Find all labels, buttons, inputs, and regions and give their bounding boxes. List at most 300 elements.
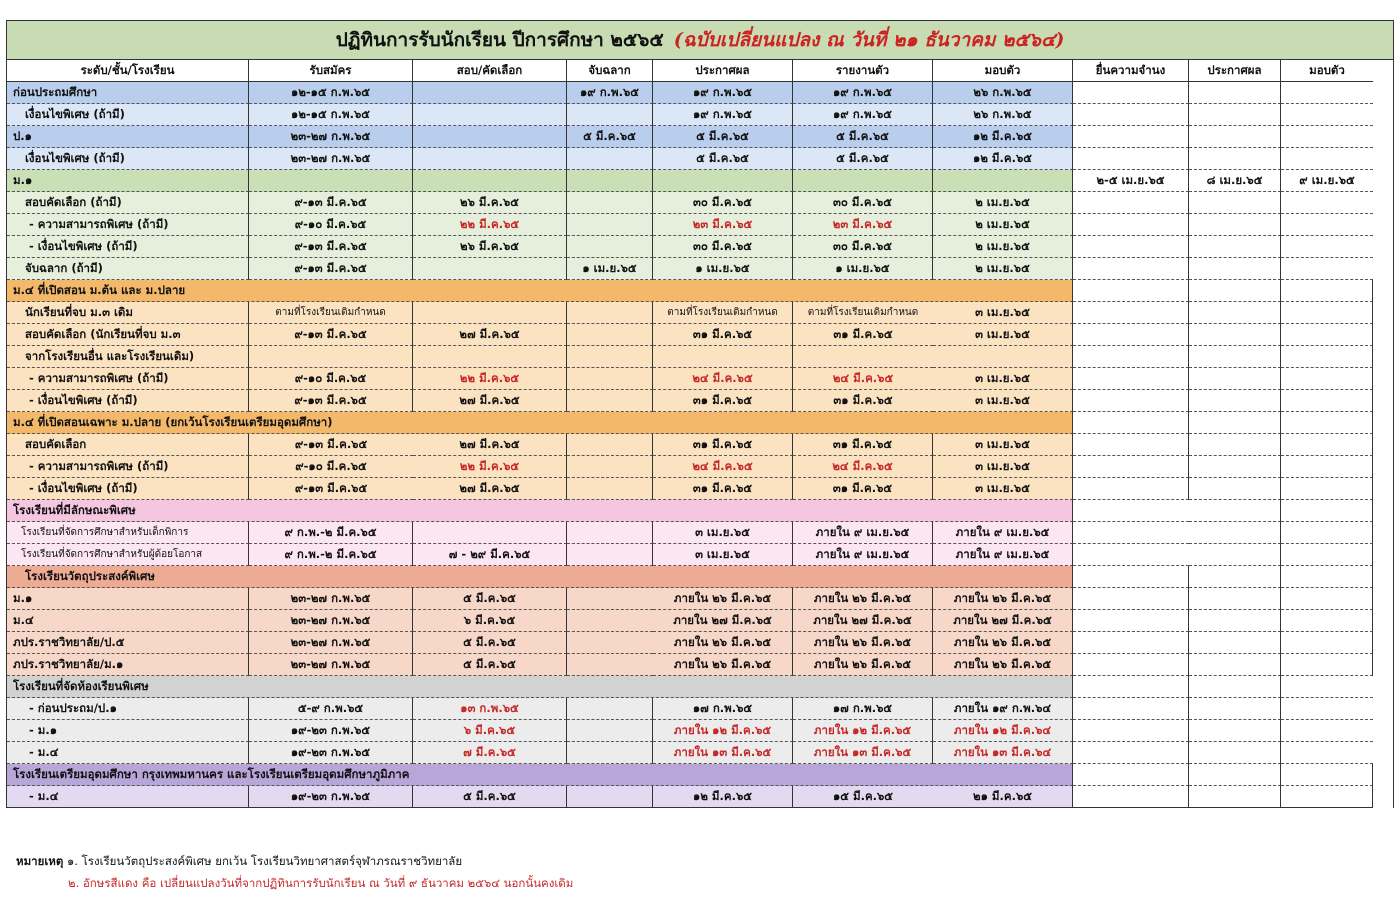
table-cell [1073, 434, 1189, 456]
table-cell [567, 544, 653, 566]
table-cell: ๒๖ มี.ค.๖๕ [413, 236, 567, 258]
table-cell: ภายใน ๒๖ มี.ค.๖๕ [793, 588, 933, 610]
table-cell: ๙-๑๓ มี.ค.๖๕ [249, 324, 413, 346]
table-cell: ๒-๕ เม.ย.๖๕ [1073, 170, 1189, 192]
table-cell: ๕ มี.ค.๖๕ [413, 588, 567, 610]
table-cell: ๒๔ มี.ค.๖๕ [653, 368, 793, 390]
table-cell: ๒๓-๒๗ ก.พ.๖๕ [249, 632, 413, 654]
table-cell: ๖ มี.ค.๖๕ [413, 720, 567, 742]
table-cell: ๑ เม.ย.๖๕ [653, 258, 793, 280]
table-cell [1281, 148, 1373, 170]
table-cell [793, 170, 933, 192]
table-cell: ๓๐ มี.ค.๖๕ [793, 236, 933, 258]
table-cell: ๒๓-๒๗ ก.พ.๖๕ [249, 654, 413, 676]
table-cell [1073, 346, 1189, 368]
table-cell [567, 214, 653, 236]
table-cell: ๓ เม.ย.๖๕ [933, 368, 1073, 390]
row-label: - ม.๑ [7, 720, 249, 742]
table-cell: ๑๓ ก.พ.๖๕ [413, 698, 567, 720]
table-cell [413, 346, 567, 368]
section-header: โรงเรียนที่มีลักษณะพิเศษ [7, 500, 1073, 522]
empty-cell [1073, 500, 1189, 522]
row-label: โรงเรียนที่จัดการศึกษาสำหรับผู้ด้อยโอกาส [7, 544, 249, 566]
note-2: ๒. อักษรสีแดง คือ เปลี่ยนแปลงวันที่จากปฏิทินการรับนักเรียน ณ วันที่ ๙ ธันวาคม ๒๕๖๔ นอกนั้นคงเดิม [68, 876, 574, 890]
empty-cell [1281, 566, 1373, 588]
empty-cell [1189, 676, 1281, 698]
table-cell [1073, 258, 1189, 280]
table-cell: ๒๓-๒๗ ก.พ.๖๕ [249, 126, 413, 148]
table-cell: ๑๒-๑๕ ก.พ.๖๕ [249, 82, 413, 104]
table-cell [1073, 478, 1189, 500]
table-cell: ๙ ก.พ.-๒ มี.ค.๖๕ [249, 522, 413, 544]
table-cell: ๙-๑๐ มี.ค.๖๕ [249, 456, 413, 478]
table-cell: ตามที่โรงเรียนเดิมกำหนด [249, 302, 413, 324]
table-cell [567, 742, 653, 764]
table-cell [413, 302, 567, 324]
table-cell [1073, 786, 1189, 808]
table-cell: ๓๑ มี.ค.๖๕ [653, 478, 793, 500]
table-cell [567, 104, 653, 126]
column-header: ยื่นความจำนง [1073, 60, 1189, 82]
table-cell [1073, 654, 1189, 676]
table-cell [933, 346, 1073, 368]
table-cell [567, 478, 653, 500]
table-cell: ภายใน ๙ เม.ย.๖๕ [793, 522, 933, 544]
row-label: ก่อนประถมศึกษา [7, 82, 249, 104]
table-cell: ภายใน ๒๗ มี.ค.๖๕ [933, 610, 1073, 632]
table-cell [1281, 390, 1373, 412]
table-cell: ๙ เม.ย.๖๕ [1281, 170, 1373, 192]
table-cell: ตามที่โรงเรียนเดิมกำหนด [793, 302, 933, 324]
table-cell [1281, 456, 1373, 478]
row-label: เงื่อนไขพิเศษ (ถ้ามี) [7, 148, 249, 170]
table-cell: ๒๔ มี.ค.๖๕ [793, 368, 933, 390]
row-label: สอบคัดเลือก (ถ้ามี) [7, 192, 249, 214]
table-cell [1189, 390, 1281, 412]
table-cell: ภายใน ๑๓ มี.ค.๖๔ [933, 742, 1073, 764]
empty-cell [1073, 764, 1189, 786]
table-cell: ๒๗ มี.ค.๖๕ [413, 324, 567, 346]
table-cell: ๓ เม.ย.๖๕ [933, 302, 1073, 324]
table-cell [1281, 192, 1373, 214]
table-cell [1281, 368, 1373, 390]
table-cell [1073, 148, 1189, 170]
row-label: จับฉลาก (ถ้ามี) [7, 258, 249, 280]
table-cell [567, 654, 653, 676]
table-cell: ๑๗ ก.พ.๖๕ [793, 698, 933, 720]
table-cell: ๑๙-๒๓ ก.พ.๖๕ [249, 742, 413, 764]
table-cell [1189, 258, 1281, 280]
table-cell: ๒๓-๒๗ ก.พ.๖๕ [249, 588, 413, 610]
row-label: - ความสามารถพิเศษ (ถ้ามี) [7, 214, 249, 236]
table-cell [567, 346, 653, 368]
empty-cell [1073, 280, 1189, 302]
table-cell: ๒๒ มี.ค.๖๕ [413, 368, 567, 390]
table-cell [567, 522, 653, 544]
table-cell [413, 258, 567, 280]
table-cell [1189, 544, 1281, 566]
table-cell: ๑ เม.ย.๖๕ [793, 258, 933, 280]
schedule-table [6, 60, 1394, 808]
table-cell [1189, 654, 1281, 676]
empty-cell [1281, 280, 1373, 302]
table-cell: ภายใน ๑๙ ก.พ.๖๔ [933, 698, 1073, 720]
table-cell [567, 456, 653, 478]
table-cell [1281, 478, 1373, 500]
column-header: จับฉลาก [567, 60, 653, 82]
section-header: ม.๔ ที่เปิดสอน ม.ต้น และ ม.ปลาย [7, 280, 1073, 302]
notes-label: หมายเหตุ [16, 854, 64, 868]
table-cell: ๒๔ มี.ค.๖๕ [793, 456, 933, 478]
table-cell [1073, 126, 1189, 148]
table-cell: ๙-๑๐ มี.ค.๖๕ [249, 368, 413, 390]
table-cell: ๑๒ มี.ค.๖๕ [933, 126, 1073, 148]
table-cell: ๑๙-๒๓ ก.พ.๖๕ [249, 720, 413, 742]
table-cell [1281, 82, 1373, 104]
section-header: โรงเรียนวัตถุประสงค์พิเศษ [7, 566, 1073, 588]
table-cell: ๑๙ ก.พ.๖๕ [653, 104, 793, 126]
table-cell: ๓ เม.ย.๖๕ [653, 544, 793, 566]
table-cell: ๑ เม.ย.๖๕ [567, 258, 653, 280]
table-cell [249, 170, 413, 192]
column-header: ประกาศผล [1189, 60, 1281, 82]
table-cell [1281, 654, 1373, 676]
table-cell [1189, 434, 1281, 456]
table-cell [1281, 632, 1373, 654]
table-cell [653, 346, 793, 368]
empty-cell [1281, 764, 1373, 786]
table-cell: ๙-๑๓ มี.ค.๖๕ [249, 258, 413, 280]
table-cell: ๒๗ มี.ค.๖๕ [413, 390, 567, 412]
empty-cell [1189, 764, 1281, 786]
table-cell [1189, 698, 1281, 720]
table-cell: ๕ มี.ค.๖๕ [567, 126, 653, 148]
table-cell: ๕ มี.ค.๖๕ [793, 148, 933, 170]
table-cell: ๑๙ ก.พ.๖๕ [793, 104, 933, 126]
table-cell [1189, 742, 1281, 764]
table-cell [1189, 192, 1281, 214]
table-cell: ๕ มี.ค.๖๕ [413, 654, 567, 676]
table-cell: ๕ มี.ค.๖๕ [793, 126, 933, 148]
table-cell [413, 170, 567, 192]
table-cell [567, 148, 653, 170]
table-cell: ๓ เม.ย.๖๕ [933, 456, 1073, 478]
column-header: รับสมัคร [249, 60, 413, 82]
table-cell [1073, 456, 1189, 478]
empty-cell [1281, 500, 1373, 522]
empty-cell [1073, 566, 1189, 588]
table-cell: ๓ เม.ย.๖๕ [933, 478, 1073, 500]
table-cell [567, 588, 653, 610]
table-cell [1073, 632, 1189, 654]
row-label: สอบคัดเลือก [7, 434, 249, 456]
table-cell [1281, 214, 1373, 236]
table-cell [1281, 742, 1373, 764]
table-cell: ภายใน ๒๖ มี.ค.๖๕ [793, 654, 933, 676]
table-cell [1189, 632, 1281, 654]
table-cell: ภายใน ๑๒ มี.ค.๖๔ [933, 720, 1073, 742]
table-cell: ๙-๑๓ มี.ค.๖๕ [249, 434, 413, 456]
table-cell: ตามที่โรงเรียนเดิมกำหนด [653, 302, 793, 324]
table-cell [1073, 82, 1189, 104]
table-cell [1073, 720, 1189, 742]
table-cell: ๙-๑๓ มี.ค.๖๕ [249, 390, 413, 412]
table-cell: ๑๒-๑๕ ก.พ.๖๕ [249, 104, 413, 126]
table-cell: ๙-๑๓ มี.ค.๖๕ [249, 478, 413, 500]
table-cell: ๑๙ ก.พ.๖๕ [793, 82, 933, 104]
table-cell [1281, 302, 1373, 324]
column-header: รายงานตัว [793, 60, 933, 82]
table-cell [1073, 368, 1189, 390]
table-cell [1189, 302, 1281, 324]
table-cell: ภายใน ๒๖ มี.ค.๖๕ [933, 632, 1073, 654]
column-header: สอบ/คัดเลือก [413, 60, 567, 82]
table-cell [1189, 82, 1281, 104]
row-label: นักเรียนที่จบ ม.๓ เดิม [7, 302, 249, 324]
table-cell [413, 126, 567, 148]
table-cell: ๙-๑๓ มี.ค.๖๕ [249, 192, 413, 214]
table-cell [1189, 786, 1281, 808]
table-cell: ภายใน ๒๖ มี.ค.๖๕ [793, 632, 933, 654]
row-label: - ก่อนประถม/ป.๑ [7, 698, 249, 720]
column-header: ประกาศผล [653, 60, 793, 82]
table-cell: ๕ มี.ค.๖๕ [413, 786, 567, 808]
table-cell [567, 236, 653, 258]
table-cell [1073, 544, 1189, 566]
table-cell: ๙ ก.พ.-๒ มี.ค.๖๕ [249, 544, 413, 566]
table-cell [1281, 324, 1373, 346]
table-cell: ภายใน ๙ เม.ย.๖๕ [933, 522, 1073, 544]
table-cell [1073, 390, 1189, 412]
table-cell: ๒๗ มี.ค.๖๕ [413, 434, 567, 456]
table-cell: ๒๓ มี.ค.๖๕ [653, 214, 793, 236]
table-cell [567, 324, 653, 346]
table-cell [567, 434, 653, 456]
section-header: โรงเรียนที่จัดห้องเรียนพิเศษ [7, 676, 1073, 698]
table-cell [1189, 236, 1281, 258]
table-cell: ๒๖ มี.ค.๖๕ [413, 192, 567, 214]
table-cell [1073, 214, 1189, 236]
table-cell: ๒๔ มี.ค.๖๕ [653, 456, 793, 478]
table-cell [1073, 610, 1189, 632]
table-cell: ๒ เม.ย.๖๕ [933, 236, 1073, 258]
table-cell [567, 170, 653, 192]
table-cell [1189, 214, 1281, 236]
row-label: ม.๑ [7, 588, 249, 610]
table-cell: ภายใน ๒๗ มี.ค.๖๕ [653, 610, 793, 632]
column-header: มอบตัว [933, 60, 1073, 82]
table-cell: ๕ มี.ค.๖๕ [653, 148, 793, 170]
title-main: ปฏิทินการรับนักเรียน ปีการศึกษา ๒๕๖๕ [335, 29, 664, 51]
table-cell: ๑๗ ก.พ.๖๕ [653, 698, 793, 720]
table-cell: ๓๑ มี.ค.๖๕ [653, 390, 793, 412]
table-cell: ๕ มี.ค.๖๕ [653, 126, 793, 148]
table-cell: ภายใน ๑๒ มี.ค.๖๕ [653, 720, 793, 742]
row-label: - ม.๔ [7, 786, 249, 808]
table-cell [653, 170, 793, 192]
table-cell: ๓๑ มี.ค.๖๕ [793, 434, 933, 456]
table-cell: ๒ เม.ย.๖๕ [933, 192, 1073, 214]
table-cell [1189, 368, 1281, 390]
column-header: ระดับ/ชั้น/โรงเรียน [7, 60, 249, 82]
table-cell [1189, 126, 1281, 148]
table-cell [1073, 742, 1189, 764]
row-label: ภปร.ราชวิทยาลัย/ป.๕ [7, 632, 249, 654]
table-cell: ๓๑ มี.ค.๖๕ [653, 324, 793, 346]
table-cell: ภายใน ๒๖ มี.ค.๖๕ [933, 654, 1073, 676]
table-cell: ๒ เม.ย.๖๕ [933, 258, 1073, 280]
note-1 [16, 850, 573, 872]
table-cell [567, 720, 653, 742]
table-cell [1189, 478, 1281, 500]
table-cell [1281, 786, 1373, 808]
table-cell: ๓๑ มี.ค.๖๕ [653, 434, 793, 456]
empty-cell [1189, 280, 1281, 302]
table-cell [1281, 588, 1373, 610]
row-label: โรงเรียนที่จัดการศึกษาสำหรับเด็กพิการ [7, 522, 249, 544]
table-cell [567, 698, 653, 720]
table-cell: ๙-๑๓ มี.ค.๖๕ [249, 236, 413, 258]
table-cell [1281, 236, 1373, 258]
table-cell: ๕-๙ ก.พ.๖๕ [249, 698, 413, 720]
table-cell [1073, 522, 1189, 544]
table-cell: ๑๙ ก.พ.๖๕ [567, 82, 653, 104]
row-label: - ความสามารถพิเศษ (ถ้ามี) [7, 368, 249, 390]
table-cell [1281, 698, 1373, 720]
table-cell: ๒ เม.ย.๖๕ [933, 214, 1073, 236]
table-cell: ๑๙ ก.พ.๖๕ [653, 82, 793, 104]
table-cell [567, 610, 653, 632]
table-cell: ๒๒ มี.ค.๖๕ [413, 456, 567, 478]
table-cell: ๒๓-๒๗ ก.พ.๖๕ [249, 610, 413, 632]
table-cell [567, 786, 653, 808]
table-cell: ๒๖ ก.พ.๖๕ [933, 104, 1073, 126]
row-label: เงื่อนไขพิเศษ (ถ้ามี) [7, 104, 249, 126]
table-cell [567, 192, 653, 214]
table-cell [1189, 456, 1281, 478]
table-cell [1281, 720, 1373, 742]
row-label: จากโรงเรียนอื่น และโรงเรียนเดิม) [7, 346, 249, 368]
table-cell [1073, 104, 1189, 126]
table-cell: ๓ เม.ย.๖๕ [933, 324, 1073, 346]
empty-cell [1189, 566, 1281, 588]
title-revision: (ฉบับเปลี่ยนแปลง ณ วันที่ ๒๑ ธันวาคม ๒๕๖๔) [673, 29, 1065, 51]
table-cell: ๓๑ มี.ค.๖๕ [793, 390, 933, 412]
table-cell: ๒๓ มี.ค.๖๕ [793, 214, 933, 236]
table-cell [1281, 258, 1373, 280]
table-cell [1073, 192, 1189, 214]
table-cell [1189, 324, 1281, 346]
row-label: - เงื่อนไขพิเศษ (ถ้ามี) [7, 390, 249, 412]
table-cell: ๓๑ มี.ค.๖๕ [793, 324, 933, 346]
empty-cell [1189, 412, 1281, 434]
table-cell [567, 390, 653, 412]
table-cell [1073, 588, 1189, 610]
table-cell: ภายใน ๑๓ มี.ค.๖๕ [793, 742, 933, 764]
table-cell [1189, 610, 1281, 632]
table-cell [1189, 148, 1281, 170]
table-cell: ๖ มี.ค.๖๕ [413, 610, 567, 632]
table-cell: ๑๕ มี.ค.๖๕ [793, 786, 933, 808]
table-cell: ๒๑ มี.ค.๖๕ [933, 786, 1073, 808]
table-cell: ๑๒ มี.ค.๖๕ [653, 786, 793, 808]
table-cell [567, 302, 653, 324]
table-cell: ๓๐ มี.ค.๖๕ [653, 192, 793, 214]
table-cell: ภายใน ๙ เม.ย.๖๕ [933, 544, 1073, 566]
table-cell [1073, 236, 1189, 258]
table-cell: ภายใน ๒๖ มี.ค.๖๕ [653, 632, 793, 654]
table-cell [933, 170, 1073, 192]
empty-cell [1281, 676, 1373, 698]
table-cell [1281, 522, 1373, 544]
row-label: - ความสามารถพิเศษ (ถ้ามี) [7, 456, 249, 478]
row-label: - เงื่อนไขพิเศษ (ถ้ามี) [7, 478, 249, 500]
table-cell: ภายใน ๒๗ มี.ค.๖๕ [793, 610, 933, 632]
empty-cell [1281, 412, 1373, 434]
row-label: ภปร.ราชวิทยาลัย/ม.๑ [7, 654, 249, 676]
table-cell [1281, 610, 1373, 632]
table-cell [1189, 104, 1281, 126]
table-cell: ภายใน ๑๒ มี.ค.๖๕ [793, 720, 933, 742]
table-cell [1281, 126, 1373, 148]
table-cell: ๒๓-๒๗ ก.พ.๖๕ [249, 148, 413, 170]
table-cell [1189, 346, 1281, 368]
row-label: - เงื่อนไขพิเศษ (ถ้ามี) [7, 236, 249, 258]
table-cell [249, 346, 413, 368]
table-cell [793, 346, 933, 368]
table-cell [1281, 104, 1373, 126]
document-title [6, 20, 1394, 60]
section-header: ม.๔ ที่เปิดสอนเฉพาะ ม.ปลาย (ยกเว้นโรงเรียนเตรียมอุดมศึกษา) [7, 412, 1073, 434]
table-cell [1189, 522, 1281, 544]
table-cell [1073, 302, 1189, 324]
table-cell: ๑๒ มี.ค.๖๕ [933, 148, 1073, 170]
row-label: ม.๔ [7, 610, 249, 632]
table-cell: ๓ เม.ย.๖๕ [933, 434, 1073, 456]
table-cell: ๒๒ มี.ค.๖๕ [413, 214, 567, 236]
calendar-document [6, 20, 1394, 808]
table-cell: ๒๖ ก.พ.๖๕ [933, 82, 1073, 104]
row-label: สอบคัดเลือก (นักเรียนที่จบ ม.๓ [7, 324, 249, 346]
table-cell: ภายใน ๒๖ มี.ค.๖๕ [653, 588, 793, 610]
table-cell [1281, 346, 1373, 368]
column-header: มอบตัว [1281, 60, 1373, 82]
table-cell [413, 148, 567, 170]
table-cell: ๒๗ มี.ค.๖๕ [413, 478, 567, 500]
table-cell [567, 632, 653, 654]
table-cell [413, 104, 567, 126]
row-label: ป.๑ [7, 126, 249, 148]
row-label: ม.๑ [7, 170, 249, 192]
table-cell [1281, 544, 1373, 566]
row-label: - ม.๔ [7, 742, 249, 764]
table-cell: ๓๑ มี.ค.๖๕ [793, 478, 933, 500]
table-cell [413, 82, 567, 104]
empty-cell [1189, 500, 1281, 522]
table-cell: ๗ - ๒๙ มี.ค.๖๕ [413, 544, 567, 566]
table-cell: ๘ เม.ย.๖๕ [1189, 170, 1281, 192]
table-cell [567, 368, 653, 390]
table-cell: ๓๐ มี.ค.๖๕ [653, 236, 793, 258]
table-cell: ๑๙-๒๓ ก.พ.๖๕ [249, 786, 413, 808]
notes-section [16, 850, 573, 894]
empty-cell [1073, 676, 1189, 698]
table-cell [1073, 324, 1189, 346]
table-cell: ๗ มี.ค.๖๕ [413, 742, 567, 764]
table-cell [1189, 720, 1281, 742]
table-cell: ภายใน ๙ เม.ย.๖๕ [793, 544, 933, 566]
table-cell: ๓ เม.ย.๖๕ [653, 522, 793, 544]
